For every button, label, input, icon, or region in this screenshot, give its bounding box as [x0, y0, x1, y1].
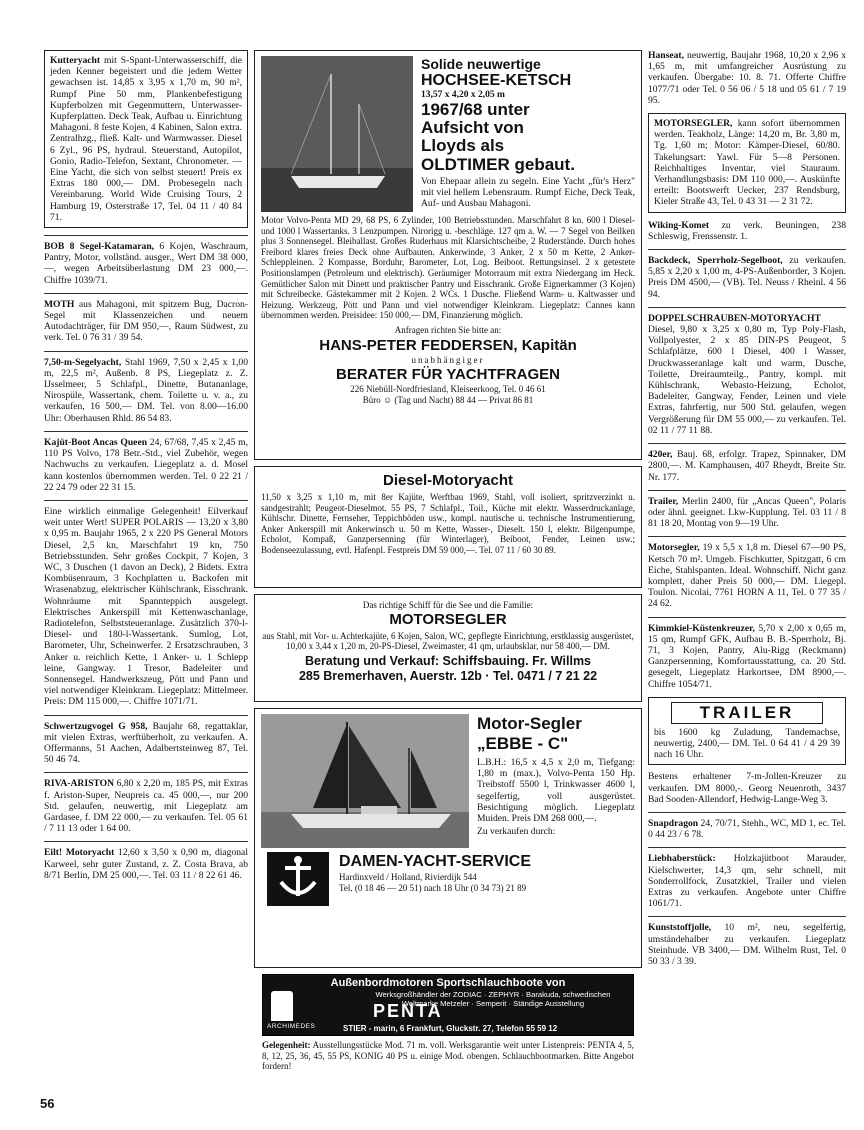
divider — [648, 847, 846, 848]
outboard-motor-icon — [271, 991, 293, 1021]
classified-schwertzugvogel: Schwertzugvogel G 958, Baujahr 68, regattaklar, mit vielen Extras, werftüberholt, zu verkaufen. A. Offermanns, 51 Aachen, Adalbertsteinweg 87, Tel. 50 46 74. — [44, 720, 248, 766]
headline-oldtimer: OLDTIMER gebaut. — [421, 155, 575, 174]
middle-display-ads — [254, 50, 642, 1072]
ebbe-sell-label: Zu verkaufen durch: — [477, 826, 556, 838]
feddersen-name: HANS-PETER FEDDERSEN, Kapitän — [319, 336, 577, 354]
damen-phone: Tel. (0 18 46 — 20 51) nach 18 Uhr (0 34 73) 21 89 — [339, 882, 527, 893]
motorsegler-description: aus Stahl, mit Vor- u. Achterkajüte, 6 Kojen, Salon, WC, gepflegte Einrichtung, erstklassig ausgerüstet, 10,00 x 3,44 x 1,20 m, 20-PS-Diesel, Zweimaster, 41 qm, urlaubsklar, nur 58 400,— DM. — [262, 630, 634, 652]
archimedes-logo: ARCHIMEDES — [267, 1023, 316, 1030]
feddersen-ad — [254, 50, 642, 460]
feddersen-address: 226 Niebüll-Nordfriesland, Kleiseerkoog, Tel. 0 46 61 — [350, 384, 546, 395]
stier-marin-address: STIER - marin, 6 Frankfurt, Gluckstr. 27, Telefon 55 59 12 — [343, 1024, 558, 1033]
divider — [648, 617, 846, 618]
headline-year: 1967/68 unter — [421, 100, 530, 119]
motorsegler-title: MOTORSEGLER — [389, 610, 507, 628]
feddersen-phone: Büro ☺ (Tag und Nacht) 88 44 — Privat 86 81 — [362, 394, 534, 405]
trailer-description: bis 1600 kg Zuladung, Tandemachse, neuwertig, 2400,— DM. Tel. 0 64 41 / 4 29 39 nach 16 Uhr. — [654, 726, 840, 761]
classified-super-polaris: Eine wirklich einmalige Gelegenheit! Eilverkauf weit unter Wert! SUPER POLARIS — 13,20 x 3,80 x 0,95 m. Baujahr 1965, 2 x 220 PS General Motors Diesel, 2,5 kn, Marschfahrt 19 kn, 750 Betriebsstunden. Sehr großes Cockpit, 7 Kojen, 3 WC, 3 Duschen (1 davon an Deck), 2 Bidets. Extra Kombüsenraum, 3 Kochplatten u. Backofen mit Wrasenabzug, elektrischer Kühlschrank, Eisschrank. Wohnräume mit Spannteppich ausgelegt. Elektrisches Ankerspill mit Kettenwaschanlage, Radiotelefon, Selbststeueranlage. Zusätzlich 370-l-Diesel- und 180-l-Wassertank. Sumlog, Lot, Barometer, Uhr, Scheinwerfer. 2 Ersatzschrauben, 3 Anker u. reichlich Kette, 1 Anker- u. 1 Schlepp leine, Gangway. 1 Tresor, Badeleiter und Sonnensegel. Handwerkszeug, Pött und Pann und viel notwendiger Kleinkram. Liegeplatz: Mittelmeer. Preis: DM 115 000,—. Chiffre 1071/71. — [44, 505, 248, 708]
classified-segelyacht-750: 7,50-m-Segelyacht, Stahl 1969, 7,50 x 2,45 x 1,00 m, 22,5 m², Außenb. 8 PS, Liegeplatz z. Z. IJsselmeer, 5 Schlafpl., Dinette, Butananlage, Nirospüle, Wassertank, chem. Toilette u. v. a., zu verkaufen, 16 500,— DM. Tel. von 8.00—16.00 Uhr: Oberhausen Rhld. 86 54 83. — [44, 356, 248, 424]
independent-label: unabhängiger — [411, 354, 485, 365]
divider — [44, 500, 248, 501]
diesel-title: Diesel-Motoryacht — [382, 472, 514, 489]
divider — [648, 490, 846, 491]
headline-aufsicht: Aufsicht von — [421, 118, 524, 137]
classified-420er: 420er, Bauj. 68, erfolgr. Trapez, Spinnaker, DM 2800,—. M. Kamphausen, 407 Rheydt, Breite Str. Nr. 177. — [648, 449, 846, 483]
sailboat-illustration — [261, 714, 469, 848]
divider — [44, 431, 248, 432]
penta-logo: PENTA — [373, 1001, 443, 1021]
classified-liebhaberstueck: Liebhaberstück: Holzkajütboot Marauder, Kielschwerter, 14,3 qm, sehr schnell, mit Sonderrollfock, Zusatzkiel, Trailer und vielen Extras zu verkaufen. Angebote unter Chiffre 1061/71. — [648, 853, 846, 910]
ketch-illustration — [261, 56, 413, 212]
trailer-title: TRAILER — [671, 702, 823, 724]
divider — [44, 293, 248, 294]
ebbe-photo — [261, 714, 469, 848]
ebbe-title: Motor-Segler — [477, 714, 582, 733]
advisor-title: BERATER FÜR YACHTFRAGEN — [336, 366, 560, 384]
classified-trailer-merlin: Trailer, Merlin 2400, für „Ancas Queen", Polaris oder ähnl. geeignet. Lkw-Kupplung. Tel. 03 11 / 8 81 18 20, Montag von 9—19 Uhr. — [648, 495, 846, 530]
classified-snapdragon: Snapdragon 24, 70/71, Stehh., WC, MD 1, ec. Tel. 0 44 23 / 6 78. — [648, 817, 846, 841]
divider — [44, 235, 248, 236]
penta-dealer-text: Werksgroßhändler der ZODIAC · ZEPHYR · Barakuda, schwedischen Weltmarke Metzeler · Semperit · Ständige Ausstellung — [375, 990, 611, 1008]
divider — [648, 812, 846, 813]
divider — [648, 443, 846, 444]
ketch-intro: Von Ehepaar allein zu segeln. Eine Yacht „für's Herz" mit viel hellem Lebensraum. Rumpf Eiche, Deck Teak, Auf- und Ausbau Mahagoni. — [421, 176, 635, 210]
headline-hochsee-ketsch: HOCHSEE-KETSCH — [421, 72, 572, 89]
classified-doppelschrauben: DOPPELSCHRAUBEN-MOTORYACHT Diesel, 9,80 x 3,25 x 0,80 m, Typ Poly-Flash, Vollpolyester, 2 x 85 DIN-PS Peugeot, 5 Schlafplätze, 600 l Diesel, 400 l Wasser, Druckwasseranlage kalt und warm, Dusche, Toilette, Dreiraumteilg., Pantry, kompl. mit Kühlschrank, Webasto-Heizung, Echolot, Badeleiter, Gangway, Fender, Leinen und viele Extras, fahrfertig, nur 500 Std. gelaufen, wegen Vergrößerung für DM 55 000,— zu verkaufen. Tel. 02 11 / 77 11 88. — [648, 312, 846, 436]
divider — [648, 249, 846, 250]
divider — [648, 307, 846, 308]
divider — [648, 916, 846, 917]
right-classifieds-column — [648, 50, 846, 974]
divider — [648, 536, 846, 537]
anchor-logo-icon — [267, 852, 329, 906]
damen-company: DAMEN-YACHT-SERVICE — [339, 853, 532, 870]
ketch-description: Motor Volvo-Penta MD 29, 68 PS, 6 Zylinder, 100 Betriebsstunden. Marschfahrt 8 kn. 600 l Diesel- und 1000 l Wassertanks. 3 Lenzpumpen. Nirorigg u. -beschläge. 127 qm a. W. — 7 Segel von Beilken plus 3 Sonnensegel. Bleiballast. Großes Ruderhaus mit Klarsichtscheibe, 2 Ruderstände. Durch hohes Freibord klares freies Deck ohne Aufbauten. Ankerwinde, 3 Anker, 2 x 50 m Kette, 2 Anker-Schleppleinen. 2 Kompasse, Borduhr, Barometer, Lot, Log. Beiboot. Rettungsinsel. 2 x getestete Positionslampen (Petroleum und elektrisch). Geräumiger Motorraum mit extra Niedergang im Heck. Gemütlicher Salon mit Dinett und praktischer Pantry und Eisschrank. Große Eignerkammer (3 Kojen) mit Schreibecke. Gästekammer mit 2 Kojen. 2 WCs. 1 Dusche. Fließend Warm- u. Kaltwasser und Heizung. Werkzeug, Pött und Pann und viel notwendiger Kleinkram. Liegeplatz: Cannes kann übernommen werden. Preisidee: 150 000,— DM, Finanzierung möglich. — [261, 215, 635, 321]
classified-wiking-komet: Wiking-Komet zu verk. Beuningen, 238 Schleswig, Frenssenstr. 1. — [648, 219, 846, 242]
ebbe-name: „EBBE - C" — [477, 734, 569, 753]
damen-logo — [267, 852, 329, 906]
page-number: 56 — [40, 1096, 55, 1111]
classified-eilt-motoryacht: Eilt! Motoryacht 12,60 x 3,50 x 0,90 m, diagonal Karweel, sehr guter Zustand, z. Z. Costa Brava, ab 8/71 Berlin, DM 25 000,—. Tel. 03 11 / 8 22 61 46. — [44, 847, 248, 881]
classified-motorsegler-ketsch: Motorsegler, 19 x 5,5 x 1,8 m. Diesel 67—90 PS, Ketsch 70 m². Umgeb. Fischkutter, Spitzgatt, 6 cm Eiche, Stahlspanten. Ideal. Wohnschiff. Nicht ganz komplett, daher Preis 50 000,— DM. Liegepl. Toulon. Nicolai, 7761 HORN A 11, Tel. 0 77 35 / 24 62. — [648, 542, 846, 610]
classified-moth: MOTH aus Mahagoni, mit spitzem Bug, Dacron-Segel mit Klassenzeichen und neuem Autodachträger, für DM 950,—, Raum Südwest, zu verk. Tel. 0 76 31 / 39 54. — [44, 298, 248, 344]
classified-motorsegler-uecker: MOTORSEGLER, kann sofort übernommen werden. Teakholz, Länge: 14,20 m, Br. 3,80 m, Tg. 1,60 m; Motor: Kämper-Diesel, 60/80. Takelungsart: Yawl. Für 5—8 Personen. Reichhaltiges Inventar, viel Stauraum. Verhandlungsbasis: DM 110 000,—. Auskünfte erteilt: Bootswerft Uecker, 237 Rendsburg, Kieler Straße 43, Tel. 0 43 31 — 2 31 72. — [648, 113, 846, 213]
classified-hanseat: Hanseat, neuwertig, Baujahr 1968, 10,20 x 2,96 x 1,65 m, mit umfangreicher Ausrüstung zu verkaufen. Übergabe: 10. 8. 71. Offerte Chiffre 1077/71 oder Tel. 0 56 06 / 5 18 und 05 61 / 7 19 95. — [648, 50, 846, 106]
ebbe-c-ad — [254, 708, 642, 968]
trailer-ad — [648, 697, 846, 766]
classified-kimmkiel: Kimmkiel-Küstenkreuzer, 5,70 x 2,00 x 0,65 m, 15 qm, Rumpf GFK, Aufbau B. B.-Sperrholz, Bj. 71, 3 Kojen, Pantry, Alu-Rigg (Reckmann) Ganzpersenning, Komfortausstattung, ca. 20 Std. gesegelt, Liegeplatz Harkortsee, DM 8900,—. Chiffre 1054/71. — [648, 622, 846, 690]
diesel-motoryacht-ad — [254, 466, 642, 588]
headline-solide: Solide neuwertige — [421, 56, 541, 72]
motorsegler-intro: Das richtige Schiff für die See und die Familie: — [362, 600, 534, 610]
gelegenheit-ad: Gelegenheit: Ausstellungsstücke Mod. 71 m. voll. Werksgarantie weit unter Listenpreis: PENTA 4, 5, 8, 12, 25, 36, 45, 55 PS, KONIG 40 PS u. einige Mod. obengen. Schlauchbootmarken. Bitte Angebot fordern! — [262, 1040, 634, 1072]
classified-bob8: BOB 8 Segel-Katamaran, 6 Kojen, Waschraum, Pantry, Motor, vollständ. ausger., Wert DM 38 000,—, wegen Arbeitsüberlastung DM 23 000,—. Chiffre 1039/71. — [44, 241, 248, 286]
ebbe-description: L.B.H.: 16,5 x 4,5 x 2,0 m, Tiefgang: 1,80 m (max.), Volvo-Penta 150 Hp. Treibstoff 5500 l, Trinkwasser 4600 l, segelfertig, voll ausgerüstet. Besichtigung möglich. Liegeplatz Muiden. Preis DM 268 000,—. — [477, 757, 635, 825]
ketch-photo — [261, 56, 413, 212]
divider — [44, 351, 248, 352]
damen-address: Hardinxveld / Holland, Rivierdijk 544 — [339, 872, 477, 882]
penta-banner — [262, 974, 634, 1036]
diesel-description: 11,50 x 3,25 x 1,10 m, mit 8er Kajüte, Werftbau 1969, Stahl, voll isoliert, spritzverzinkt u. sandgestrahlt; Peugeot-Dieselmot. 55 PS, 7 Schlafpl., Toil., Küche mit elektr. Wasserdruckanlage, Kühlschr. Dinette, Fernseher, Teppichböden usw., kompl. nautische u. technische Instrumentierung, Anker Ankerspill mit Ankerwinsch u. 50 m Kette, Wasser-, Dieselt. 150 l, elektr. Bilgenpumpe, Echolot, Kompaß, Ganzpersenning (für Winterlager), Beiboot, Fender, Leinen usw.; Bodenseezulassung, evtl. Hafenpl. Festpreis DM 59 000,—. Tel. 07 11 / 60 30 89. — [261, 492, 635, 555]
headline-lloyds: Lloyds als — [421, 136, 505, 155]
willms-contact: Beratung und Verkauf: Schiffsbauing. Fr. Willms — [304, 653, 592, 668]
left-classifieds-column — [44, 50, 248, 888]
penta-headline: Außenbordmotoren Sportschlauchboote von — [330, 977, 566, 989]
classified-kunststoffjolle: Kunststoffjolle, 10 m², neu, segelfertig, umständehalber zu verkaufen. Liegeplatz Steinhude. VB 3400,— DM. Wilhelm Rust, Tel. 0 50 33 / 3 39. — [648, 922, 846, 967]
classified-kajuet-boot: Kajüt-Boot Ancas Queen 24, 67/68, 7,45 x 2,45 m, 110 PS Volvo, 178 Betr.-Std., viel Zubehör, wegen Nachwuchs zu verkaufen. Liegeplatz a. d. Mosel kann kostenlos übernommen werden. Tel. 0 22 21 / 22 24 79 oder 22 31 15. — [44, 436, 249, 493]
divider — [44, 772, 248, 773]
divider — [44, 715, 248, 716]
motorsegler-willms-ad — [254, 594, 642, 702]
divider — [44, 841, 248, 842]
willms-address: 285 Bremerhaven, Auerstr. 12b · Tel. 0471 / 7 21 22 — [298, 668, 598, 683]
classified-kutteryacht: Kutteryacht mit S-Spant-Unterwasserschiff, die jeden Kenner begeistert und die jedem Wetter gewachsen ist. 14,85 x 3,95 x 1,70 m, 90 m², Rumpf Pine 50 mm, Plankenbefestigung Kupferbolzen mit Gegenmuttern, Unterwasser-Kupferplatten. Deck Teak, Aufbau u. Einrichtung Mahagoni. 8 feste Kojen, 4 Kabinen, Salon extra. Zentralhzg., fließ. Kalt- und Warmwasser. Diesel 6 Zyl., 96 PS, hydraul. Steuerstand, Autopilot, Gonio, Radio-Telefon, Sextant, Chronometer. — Eine Yacht, die sich von selbst steuert! Preis ex Extras 180 000,— DM. Probesegeln nach Vereinbarung. World Wide Cruising Tours, 2 Hamburg 19, Osterstraße 17, Tel. 04 11 / 40 84 71. — [44, 50, 248, 228]
classified-jollenkreuzer: Bestens erhaltener 7-m-Jollen-Kreuzer zu verkaufen. DM 8000,-. Georg Neuenroth, 3437 Bad Sooden-Allendorf, Hedwig-Lange-Weg 3. — [648, 771, 846, 805]
classified-backdeck: Backdeck, Sperrholz-Segelboot, zu verkaufen. 5,85 x 2,20 x 1,00 m, 4-PS-Außenborder, 3 Kojen. Preis DM 4500,— (VB). Tel. Neuss / Rheinl. 4 56 94. — [648, 255, 846, 300]
ketch-dimensions: 13,57 x 4,20 x 2,05 m — [421, 90, 505, 100]
contact-intro: Anfragen richten Sie bitte an: — [394, 324, 502, 335]
classified-riva-ariston: RIVA-ARISTON 6,80 x 2,20 m, 185 PS, mit Extras f. Ariston-Super, Neupreis ca. 45 000,—, nur 200 Std. gelaufen, neuwertig, mit Liegeplatz am Gardasee, f. DM 22 000,— zu verkaufen. Tel. 05 61 / 7 11 13 oder 1 64 00. — [44, 778, 248, 835]
